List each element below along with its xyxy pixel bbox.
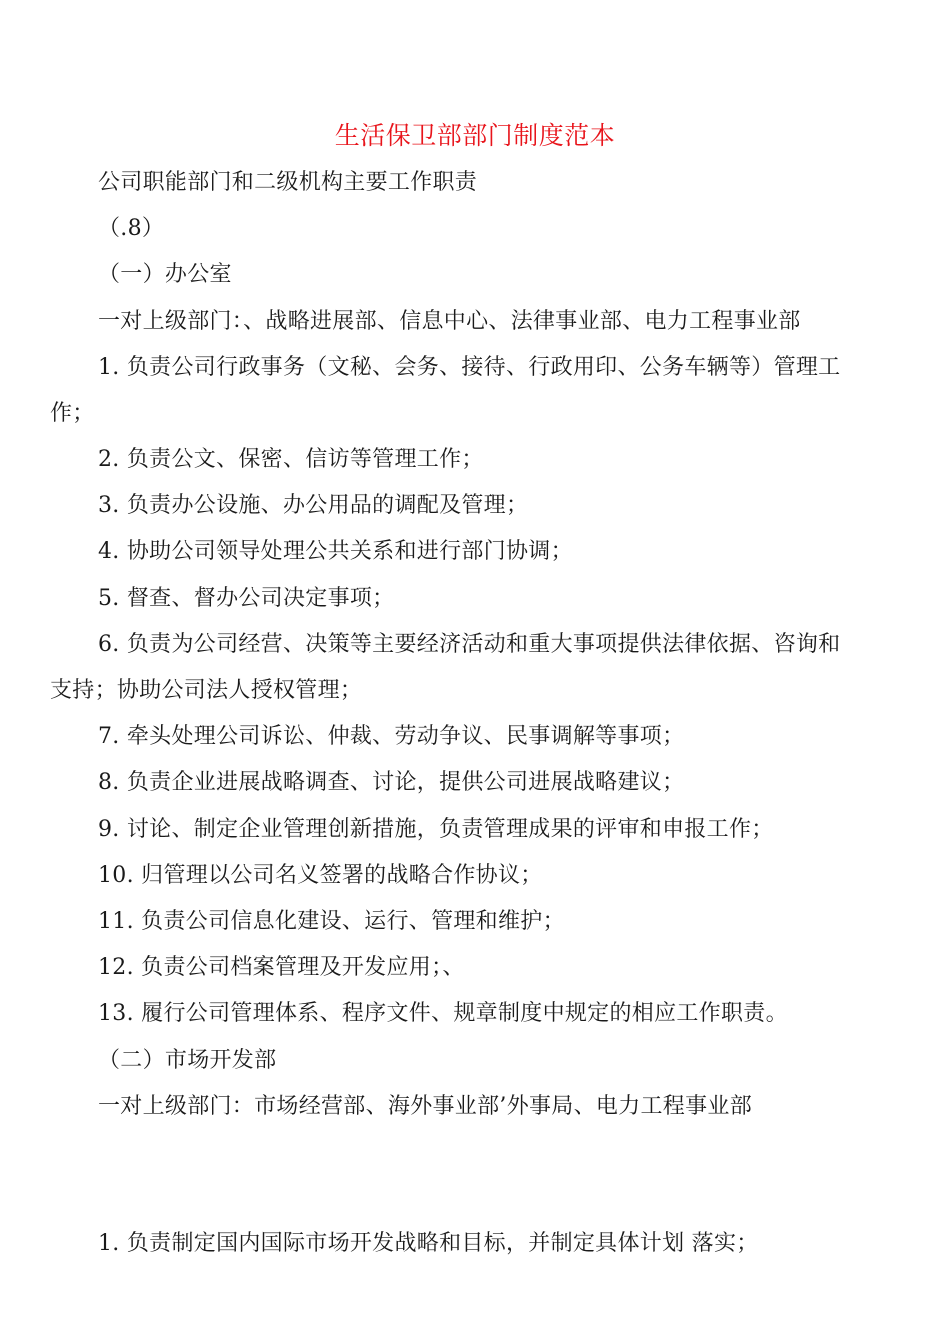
list-item-6-continued: 支持；协助公司法人授权管理；	[50, 678, 363, 703]
list-item-12: 12. 负责公司档案管理及开发应用；、	[98, 955, 465, 980]
list-item-9: 9. 讨论、制定企业管理创新措施，负责管理成果的评审和申报工作；	[98, 817, 774, 842]
list-item-2: 2. 负责公文、保密、信访等管理工作；	[98, 447, 484, 472]
list-item-1-continued: 作；	[50, 401, 95, 426]
list-item-13: 13. 履行公司管理体系、程序文件、规章制度中规定的相应工作职责。	[98, 1001, 788, 1026]
subsection-heading-office: （一）办公室	[98, 262, 232, 287]
paragraph-line: 一对上级部门：、战略进展部、信息中心、法律事业部、电力工程事业部	[98, 309, 801, 334]
paragraph-line: 一对上级部门：市场经营部、海外事业部’外事局、电力工程事业部	[98, 1094, 752, 1119]
subsection-heading-market: （二）市场开发部	[98, 1048, 277, 1073]
list-item-11: 11. 负责公司信息化建设、运行、管理和维护；	[98, 909, 565, 934]
list-item-3: 3. 负责办公设施、办公用品的调配及管理；	[98, 493, 529, 518]
list-item-10: 10. 归管理以公司名义签署的战略合作协议；	[98, 863, 543, 888]
document-title: 生活保卫部部门制度范本	[334, 121, 616, 150]
list-item-7: 7. 牵头处理公司诉讼、仲裁、劳动争议、民事调解等事项；	[98, 724, 685, 749]
list-item-8: 8. 负责企业进展战略调查、讨论，提供公司进展战略建议；	[98, 770, 685, 795]
date-note: （.8）	[98, 216, 165, 241]
list-item-1: 1. 负责制定国内国际市场开发战略和目标，并制定具体计划 落实；	[98, 1231, 759, 1256]
list-item-1: 1. 负责公司行政事务（文秘、会务、接待、行政用印、公务车辆等）管理工	[98, 355, 841, 380]
list-item-5: 5. 督查、督办公司决定事项；	[98, 586, 395, 611]
list-item-4: 4. 协助公司领导处理公共关系和进行部门协调；	[98, 539, 573, 564]
list-item-6: 6. 负责为公司经营、决策等主要经济活动和重大事项提供法律依据、咨询和	[98, 632, 841, 657]
section-heading: 公司职能部门和二级机构主要工作职责	[98, 170, 478, 195]
